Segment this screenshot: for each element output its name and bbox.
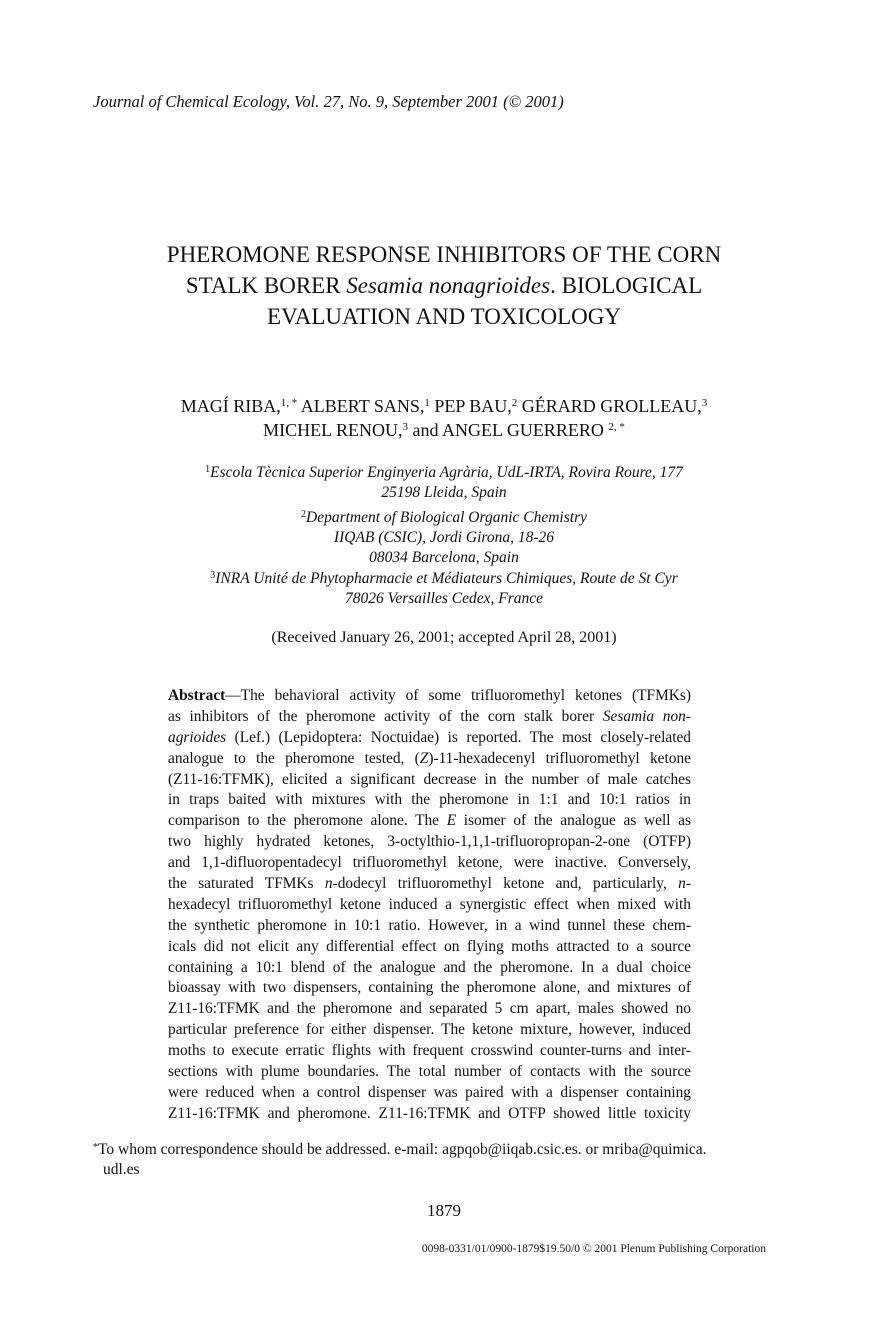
abstract-text: —The behavioral activity of some trifluoromethyl ketones (TFMKs) (225, 687, 691, 704)
abstract-line (168, 728, 691, 749)
affiliation-text: INRA Unité de Phytopharmacie et Médiateurs Chimiques, Route de St Cyr (215, 570, 678, 587)
author-affil-mark: 2 (511, 397, 518, 409)
affiliation-mark: 1 (205, 464, 211, 475)
abstract-text: -dodecyl trifluoromethyl ketone and, particularly, (332, 875, 679, 893)
abstract-line: Z11-16:TFMK and pheromone. Z11-16:TFMK and OTFP showed little toxicity (168, 1104, 691, 1122)
abstract-line: bioassay with two dispensers, containing the pheromone alone, and mixtures of (168, 979, 691, 997)
affiliation-mark: 3 (210, 570, 216, 581)
abstract-text: isomer of the analogue as well as (456, 812, 691, 830)
abstract-line: particular preference for either dispenser. The ketone mixture, however, induced (168, 1021, 691, 1039)
abstract-line: hexadecyl trifluoromethyl ketone induced a synergistic effect when mixed with (168, 895, 691, 913)
abstract-line: Z11-16:TFMK and the pheromone and separated 5 cm apart, males showed no (168, 1000, 691, 1018)
title-text: STALK BORER (185, 273, 347, 298)
article-title (0, 239, 888, 332)
correspondence-footnote (93, 1140, 773, 1180)
copyright-line: 0098-0331/01/0900-1879$19.50/0 © 2001 Plenum Publishing Corporation (421, 1243, 766, 1255)
abstract-italic: agrioides (168, 728, 227, 746)
abstract-line (168, 749, 691, 770)
abstract-text: analogue to the pheromone tested, ( (168, 749, 420, 767)
affiliation-line (0, 463, 888, 483)
author-name: MICHEL RENOU, (263, 420, 403, 440)
author-name: PEP BAU, (429, 396, 512, 416)
author-affil-mark: 3 (402, 421, 408, 433)
title-line-2 (0, 270, 888, 301)
abstract-line (168, 811, 691, 832)
title-text: . BIOLOGICAL (550, 273, 703, 298)
author-line-1 (0, 394, 888, 418)
affiliation-line: IIQAB (CSIC), Jordi Girona, 18-26 (333, 529, 555, 546)
abstract-line (168, 874, 691, 895)
affiliation-line: 25198 Lleida, Spain (381, 484, 507, 501)
abstract-text: (Lef.) (Lepidoptera: Noctuidae) is reported. The most closely-related (226, 728, 691, 746)
abstract-line: moths to execute erratic flights with frequent crosswind counter-turns and inter- (168, 1042, 691, 1060)
author-affil-mark: 1 (424, 397, 430, 409)
affiliation-mark: 2 (301, 509, 306, 520)
abstract-line: two highly hydrated ketones, 3-octylthio-1,1,1-trifluoropropan-2-one (OTFP) (168, 833, 691, 851)
abstract-line: icals did not elicit any differential effect on flying moths attracted to a source (168, 937, 691, 955)
abstract-italic: Z (419, 749, 429, 767)
abstract-text: as inhibitors of the pheromone activity of the corn stalk borer (168, 707, 603, 725)
journal-citation: Journal of Chemical Ecology, Vol. 27, No. 9, September 2001 (© 2001) (93, 92, 564, 111)
affiliation-line (0, 508, 888, 528)
abstract-text: comparison to the pheromone alone. The (168, 812, 447, 830)
author-line-2 (0, 418, 888, 442)
author-name: and ANGEL GUERRERO (408, 420, 609, 440)
author-name: MAGÍ RIBA, (180, 396, 281, 416)
abstract-text: - (685, 875, 691, 893)
affiliation-line: 78026 Versailles Cedex, France (344, 590, 543, 607)
abstract-line: the synthetic pheromone in 10:1 ratio. However, in a wind tunnel these chem- (168, 916, 691, 934)
abstract-line (168, 707, 691, 728)
affiliation-line (0, 569, 888, 589)
abstract-text: the saturated TFMKs (168, 875, 325, 893)
affiliation-2 (0, 508, 888, 568)
title-line-1: PHEROMONE RESPONSE INHIBITORS OF THE CORN (166, 242, 722, 267)
abstract-line: in traps baited with mixtures with the pheromone in 1:1 and 10:1 ratios in (168, 791, 691, 809)
abstract-line: sections with plume boundaries. The total number of contacts with the source (168, 1063, 691, 1081)
title-line-3: EVALUATION AND TOXICOLOGY (267, 304, 621, 329)
abstract-italic: n (324, 875, 333, 893)
abstract-line: and 1,1-difluoropentadecyl trifluoromethyl ketone, were inactive. Conversely, (168, 854, 691, 872)
affiliation-3 (0, 569, 888, 609)
abstract-italic: E (446, 812, 457, 830)
author-list (0, 394, 888, 442)
abstract-line: (Z11-16:TFMK), elicited a significant decrease in the number of male catches (168, 770, 691, 788)
author-name: ALBERT SANS, (297, 396, 425, 416)
title-species: Sesamia nonagrioides (346, 273, 551, 298)
abstract-label: Abstract (168, 687, 226, 704)
abstract-text: )-11-hexadecenyl trifluoromethyl ketone (428, 749, 691, 767)
affiliation-line: 08034 Barcelona, Spain (369, 549, 519, 566)
received-dates: (Received January 26, 2001; accepted April 28, 2001) (271, 629, 617, 646)
abstract-italic: n (678, 875, 686, 893)
abstract-line (168, 686, 691, 707)
affiliation-text: Department of Biological Organic Chemistry (306, 509, 587, 526)
footnote-line: udl.es (103, 1161, 140, 1178)
footnote-line (93, 1140, 773, 1160)
affiliation-text: Escola Tècnica Superior Enginyeria Agrària, UdL-IRTA, Rovira Roure, 177 (210, 464, 683, 481)
affiliation-1 (0, 463, 888, 503)
page-number: 1879 (427, 1201, 461, 1220)
footnote-mark: * (93, 1142, 98, 1153)
author-affil-mark: 1, * (280, 397, 298, 409)
author-name: GÉRARD GROLLEAU, (517, 396, 702, 416)
abstract (168, 686, 691, 1125)
footnote-text: To whom correspondence should be addressed. e-mail: agpqob@iiqab.csic.es. or mriba@quimica. (98, 1141, 707, 1158)
abstract-line: were reduced when a control dispenser was paired with a dispenser containing (168, 1083, 691, 1101)
author-affil-mark: 3 (701, 397, 708, 409)
abstract-line: containing a 10:1 blend of the analogue and the pheromone. In a dual choice (168, 958, 691, 976)
abstract-italic: Sesamia non- (602, 707, 691, 725)
author-affil-mark: 2, * (608, 421, 625, 433)
